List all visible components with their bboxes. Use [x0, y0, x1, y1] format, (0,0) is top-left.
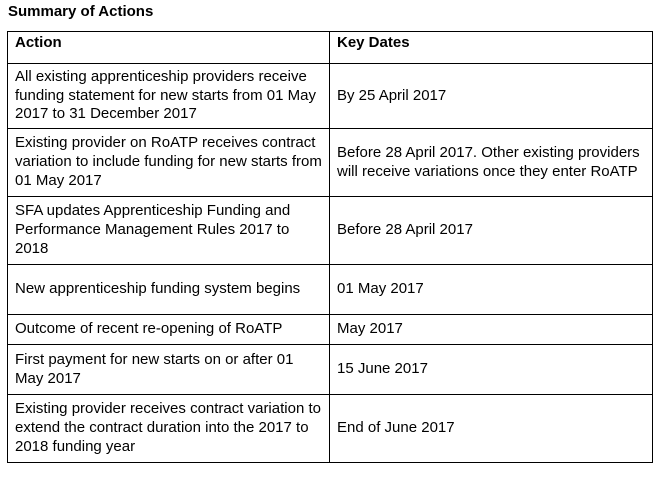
- table-row: [8, 265, 653, 315]
- key-date-cell: 15 June 2017: [330, 345, 653, 395]
- table-row: [8, 395, 653, 463]
- column-header-key-dates: Key Dates: [330, 32, 653, 64]
- action-cell: Existing provider on RoATP receives contract variation to include funding for new starts from 01 May 2017: [8, 129, 330, 197]
- page-title: Summary of Actions: [8, 3, 154, 20]
- table-row: [8, 345, 653, 395]
- table-row: [8, 315, 653, 345]
- key-date-cell: May 2017: [330, 315, 653, 345]
- key-date-cell: Before 28 April 2017. Other existing providers will receive variations once they enter RoATP: [330, 129, 653, 197]
- table-row: [8, 197, 653, 265]
- action-cell: SFA updates Apprenticeship Funding and Performance Management Rules 2017 to 2018: [8, 197, 330, 265]
- column-header-action: Action: [8, 32, 330, 64]
- action-cell: Outcome of recent re-opening of RoATP: [8, 315, 330, 345]
- key-date-cell: 01 May 2017: [330, 265, 653, 315]
- key-date-cell: By 25 April 2017: [330, 64, 653, 129]
- action-cell: Existing provider receives contract variation to extend the contract duration into the 2017 to 2018 funding year: [8, 395, 330, 463]
- action-cell: New apprenticeship funding system begins: [8, 265, 330, 315]
- action-cell: All existing apprenticeship providers receive funding statement for new starts from 01 May 2017 to 31 December 2017: [8, 64, 330, 129]
- action-cell: First payment for new starts on or after 01 May 2017: [8, 345, 330, 395]
- table-header-row: [8, 32, 653, 64]
- summary-table: [7, 31, 653, 463]
- table-row: [8, 64, 653, 129]
- table-row: [8, 129, 653, 197]
- key-date-cell: End of June 2017: [330, 395, 653, 463]
- key-date-cell: Before 28 April 2017: [330, 197, 653, 265]
